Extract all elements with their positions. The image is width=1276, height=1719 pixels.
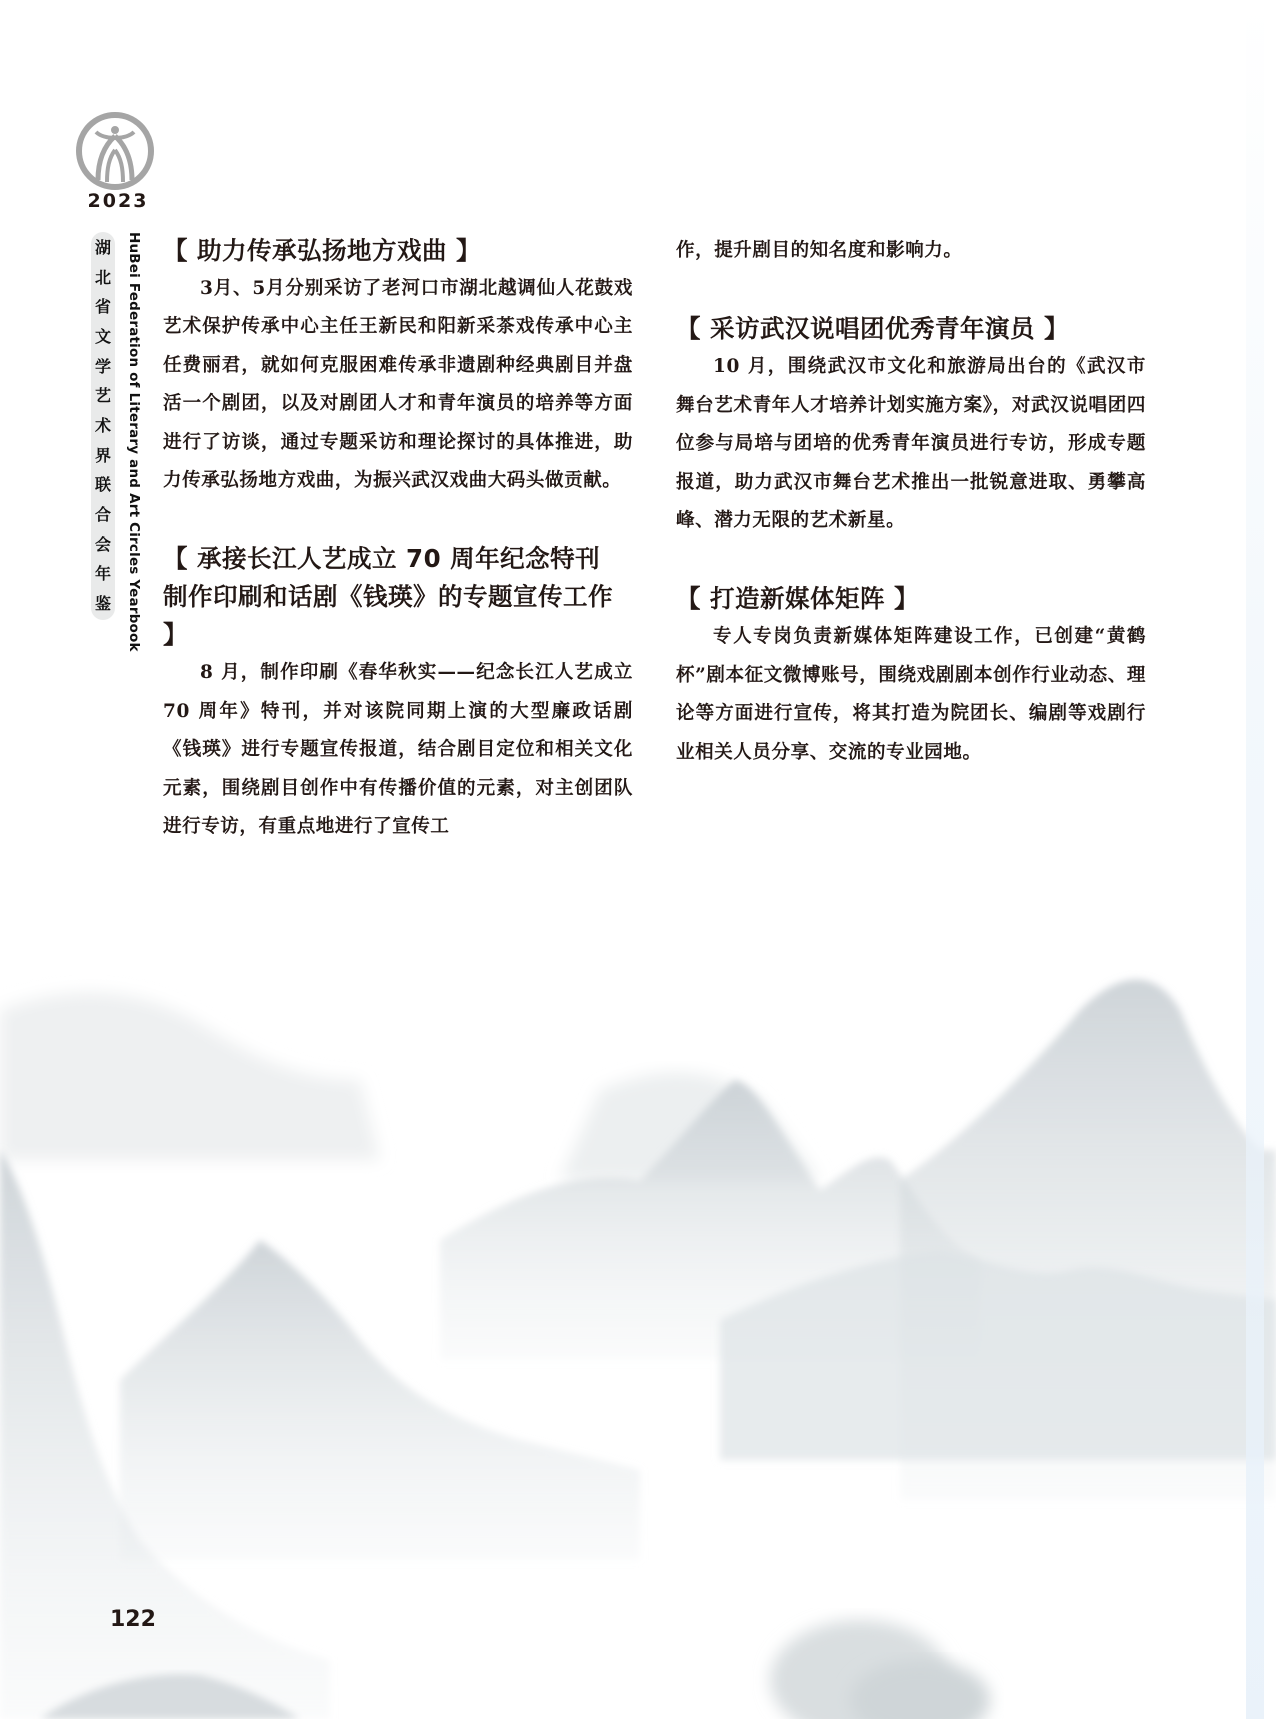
- page-number: 122: [110, 1607, 156, 1632]
- section-body-new-media: 专人专岗负责新媒体矩阵建设工作，已创建“黄鹤杯”剧本征文微博账号，围绕戏剧剧本创作行业动态、理论等方面进行宣传，将其打造为院团长、编剧等戏剧行业相关人员分享、交流的专业园地。: [676, 626, 1146, 763]
- yearbook-year: 2023: [87, 190, 149, 212]
- side-title-char: 北: [94, 267, 111, 287]
- right-column: [676, 232, 1146, 772]
- section-body-changjiang-anniversary: 8 月，制作印刷《春华秋实——纪念长江人艺成立 70 周年》特刊，并对该院同期上演的大型廉政话剧《钱瑛》进行专题宣传报道，结合剧目定位和相关文化元素，围绕剧目创作中有传播价值的元素，对主创团队进行专访，有重点地进行了宣传工: [163, 662, 633, 838]
- side-title-char: 艺: [94, 386, 111, 406]
- side-title-english: HuBei Federation of Literary and Art Circles Yearbook: [126, 232, 142, 652]
- page-edge-strip: [1246, 0, 1264, 1719]
- side-title-char: 年: [94, 564, 111, 584]
- section-heading-local-opera: 【 助力传承弘扬地方戏曲 】: [163, 236, 482, 265]
- side-title-char: 界: [94, 445, 111, 465]
- side-title-char: 鉴: [94, 593, 111, 613]
- section-heading-young-performers: 【 采访武汉说唱团优秀青年演员 】: [676, 314, 1070, 344]
- side-title-char: 术: [94, 415, 111, 435]
- side-title-char: 联: [94, 475, 111, 495]
- side-title-char: 学: [94, 356, 111, 376]
- left-column: [163, 232, 633, 846]
- section-body-continuation: 作，提升剧目的知名度和影响力。: [676, 240, 963, 261]
- side-title-char: 会: [94, 534, 111, 554]
- section-heading-changjiang-anniversary-line2: 制作印刷和话剧《钱瑛》的专题宣传工作 】: [163, 582, 613, 650]
- side-title-char: 湖: [94, 238, 111, 257]
- section-heading-new-media: 【 打造新媒体矩阵 】: [676, 584, 920, 614]
- side-title-char: 文: [94, 326, 111, 346]
- yearbook-emblem-icon: [74, 110, 156, 192]
- section-body-young-performers: 10 月，围绕武汉市文化和旅游局出台的《武汉市舞台艺术青年人才培养计划实施方案》，对武汉说唱团四位参与局培与团培的优秀青年演员进行专访，形成专题报道，助力武汉市舞台艺术推出一批锐意进取、勇攀高峰、潜力无限的艺术新星。: [676, 356, 1146, 532]
- side-title-chinese: [91, 232, 115, 620]
- section-heading-changjiang-anniversary-line1: 【 承接长江人艺成立 70 周年纪念特刊: [163, 544, 601, 574]
- side-title-char: 合: [94, 504, 111, 524]
- section-body-local-opera: 3月、5月分别采访了老河口市湖北越调仙人花鼓戏艺术保护传承中心主任王新民和阳新采茶戏传承中心主任费丽君，就如何克服困难传承非遗剧种经典剧目并盘活一个剧团，以及对剧团人才和青年演员的培养等方面进行了访谈，通过专题采访和理论探讨的具体推进，助力传承弘扬地方戏曲，为振兴武汉戏曲大码头做贡献。: [163, 278, 633, 492]
- side-title-char: 省: [94, 297, 111, 317]
